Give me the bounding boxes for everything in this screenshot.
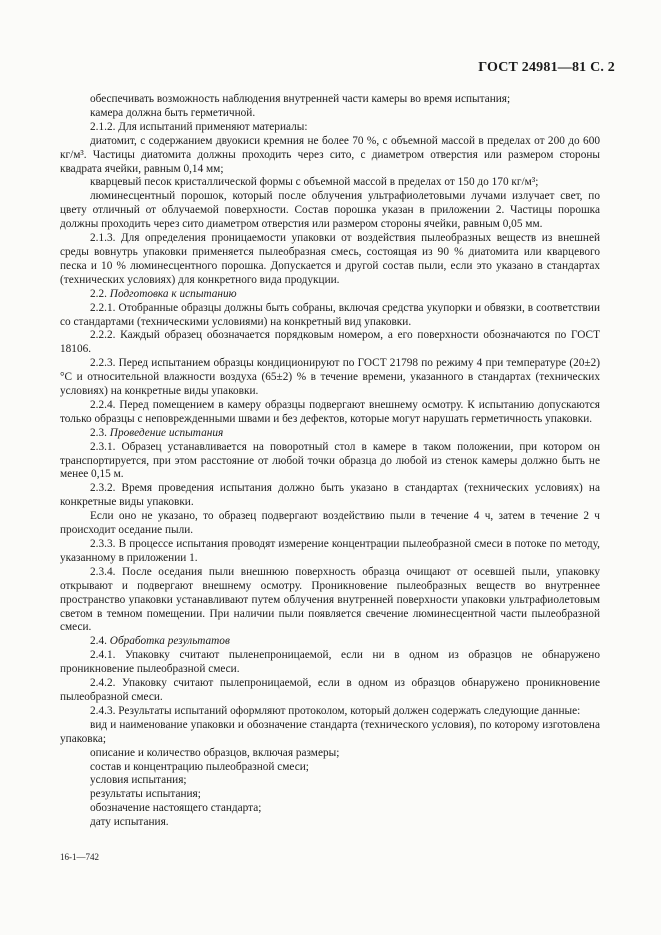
paragraph: люминесцентный порошок, который после облучения ультрафиолетовыми лучами излучает свет, по цвету отличный от облучаемой поверхности. Состав порошка указан в приложении 2. Частицы порошка должны проходить через сито диаметром отверстия или размером стороны ячейки, равным 0,05 мм. bbox=[60, 190, 600, 231]
list-item: результаты испытания; bbox=[90, 788, 201, 801]
paragraph: 2.2.1. Отобранные образцы должны быть собраны, включая средства укупорки и обвязки, в соответствии со стандартами (техническими условиями) на конкретный вид упаковки. bbox=[60, 301, 600, 328]
section-title: Проведение испытания bbox=[109, 426, 224, 439]
paragraph: 2.3.1. Образец устанавливается на поворотный стол в камере в таком положении, при котором он транспортируется, при этом расстояние от любой точки образца до любой из стенок камеры должно быть не менее 0,15 м. bbox=[60, 440, 600, 481]
page-header: ГОСТ 24981—81 С. 2 bbox=[478, 60, 615, 75]
section-number: 2.4. bbox=[90, 635, 107, 648]
paragraph: вид и наименование упаковки и обозначение стандарта (технического условия), по которому изготовлена упаковка; bbox=[60, 718, 600, 745]
section-heading bbox=[60, 427, 600, 441]
paragraph: 2.3.4. После оседания пыли внешнюю поверхность образца очищают от осевшей пыли, упаковку открывают и подвергают внешнему осмотру. Проникновение пылеобразных веществ во внутреннее пространство упаковки устанавливают путем облучения внутренней поверхности упаковки ультрафиолетовым светом в темном помещении. При наличии пыли появляется свечение люминесцентной части пылеобразной смеси. bbox=[60, 565, 600, 634]
paragraph: Если оно не указано, то образец подвергают воздействию пыли в течение 4 ч, затем в течение 2 ч происходит оседание пыли. bbox=[60, 510, 600, 537]
paragraph: 2.3.2. Время проведения испытания должно быть указано в стандартах (технических условиях) на конкретные виды упаковки. bbox=[60, 482, 600, 509]
paragraph: 2.4.2. Упаковку считают пылепроницаемой, если в одном из образцов обнаружено проникновение пылеобразной смеси. bbox=[60, 677, 600, 703]
list-item: обозначение настоящего стандарта; bbox=[90, 802, 262, 815]
section-heading bbox=[60, 635, 600, 649]
section-number: 2.3. bbox=[90, 426, 107, 439]
list-item: дату испытания. bbox=[90, 816, 169, 829]
section-heading bbox=[60, 288, 600, 302]
section-title: Подготовка к испытанию bbox=[109, 287, 237, 300]
paragraph: 2.1.2. Для испытаний применяют материалы: bbox=[90, 120, 308, 133]
paragraph: 2.1.3. Для определения проницаемости упаковки от воздействия пылеобразных веществ из внешней среды вовнутрь упаковки применяется пылеобразная смесь, состоящая из 90 % диатомита или кварцевого песка и 10 % люминесцентного порошка. Допускается и другой состав пыли, если это указано в стандартах (технических условиях) для конкретного вида продукции. bbox=[60, 232, 600, 286]
paragraph: 2.4.3. Результаты испытаний оформляют протоколом, который должен содержать следующие данные: bbox=[90, 704, 581, 717]
page-footer-code: 16-1—742 bbox=[60, 852, 99, 862]
section-number: 2.2. bbox=[90, 287, 107, 300]
paragraph: 2.2.3. Перед испытанием образцы кондиционируют по ГОСТ 21798 по режиму 4 при температуре (20±2) °С и относительной влажности воздуха (65±2) % в течение времени, указанного в стандартах (технических условиях) на конкретные виды упаковки. bbox=[60, 357, 600, 398]
list-item: условия испытания; bbox=[90, 774, 187, 787]
paragraph: 2.3.3. В процессе испытания проводят измерение концентрации пылеобразной смеси в потоке по методу, указанному в приложении 1. bbox=[60, 538, 600, 564]
list-item: камера должна быть герметичной. bbox=[90, 106, 256, 119]
list-item: состав и концентрацию пылеобразной смеси; bbox=[90, 760, 309, 773]
paragraph: 2.2.2. Каждый образец обозначается порядковым номером, а его поверхности обозначаются по ГОСТ 18106. bbox=[60, 329, 600, 356]
document-body bbox=[60, 93, 600, 830]
paragraph: кварцевый песок кристаллической формы с объемной массой в пределах от 150 до 170 кг/м³; bbox=[90, 176, 539, 189]
paragraph: 2.2.4. Перед помещением в камеру образцы подвергают внешнему осмотру. К испытанию допускаются только образцы с неповрежденными швами и без дефектов, которые могут нарушать герметичность упаковки. bbox=[60, 398, 600, 425]
section-title: Обработка результатов bbox=[109, 635, 230, 648]
list-item: описание и количество образцов, включая размеры; bbox=[90, 746, 340, 759]
paragraph: 2.4.1. Упаковку считают пыленепроницаемой, если ни в одном из образцов не обнаружено проникновение пылеобразной смеси. bbox=[60, 649, 600, 676]
paragraph: диатомит, с содержанием двуокиси кремния не более 70 %, с объемной массой в пределах от 200 до 600 кг/м³. Частицы диатомита должны проходить через сито, с диаметром отверстия или размером стороны квадрата ячейки, равным 0,14 мм; bbox=[60, 134, 600, 175]
list-item: обеспечивать возможность наблюдения внутренней части камеры во время испытания; bbox=[90, 93, 511, 105]
